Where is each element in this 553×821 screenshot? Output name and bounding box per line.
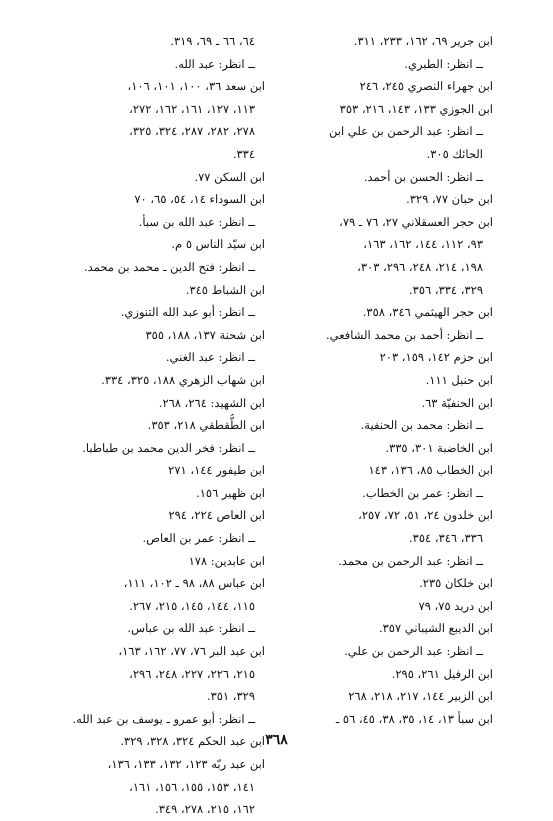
index-line: ــ انظر: الطبري. (404, 56, 483, 71)
index-line: ــ انظر: فخر الدين محمد بن طباطبا. (82, 440, 255, 455)
index-line: ٣٣٤. (232, 146, 255, 161)
index-line: ــ انظر: الحسن بن أحمد. (363, 169, 483, 184)
index-line: ابن خلكان ٢٣٥. (419, 576, 493, 591)
index-line: ابن حنبل ١١١. (425, 372, 493, 387)
index-line: ٣٣٦، ٣٤٦، ٣٥٤. (409, 531, 483, 546)
index-line: الحائك ٣٠٥. (426, 146, 483, 161)
index-line: ــ انظر: عبد الرحمن بن محمد. (338, 553, 483, 568)
index-line: ابن الجوزي ١٣٣، ١٤٣، ٢١٦، ٣٥٣ (339, 101, 493, 116)
index-line: ــ انظر: أبو عبد الله التنوزي. (120, 305, 255, 320)
index-line: ــ انظر: أبو عمرو ـ يوسف بن عبد الله. (72, 711, 255, 726)
index-line: ابن شهاب الزهري ١٨٨، ٣٢٥، ٣٣٤. (101, 372, 265, 387)
index-line: ــ انظر: محمد بن الحنفية. (360, 418, 483, 433)
index-line: ابن حجر العسقلاني ٢٧، ٧٦ ـ ٧٩، (339, 214, 493, 229)
index-line: ابن الديبع الشيباني ٣٥٧. (378, 621, 493, 636)
index-line: ابن شحنة ١٣٧، ١٨٨، ٣٥٥ (145, 327, 265, 342)
index-line: ابن دريد ٧٥، ٧٩ (418, 598, 493, 613)
index-line: ــ انظر: عبد الله بن عباس. (127, 621, 255, 636)
index-line: ــ انظر: عبد الله. (174, 56, 255, 71)
index-line: ابن عبد الحكم ٣٢٤، ٣٢٨، ٣٢٩. (120, 734, 265, 749)
index-line: ابن ظهير ١٥٦. (196, 485, 265, 500)
index-line: ٩٣، ١١٢، ١٤٤، ١٦٢، ١٦٣، (363, 237, 483, 252)
index-line: ابن الطُّقطقي ٢١٨، ٣٥٣. (147, 418, 265, 433)
index-line: ــ انظر: فتح الدين ـ محمد بن محمد. (84, 259, 255, 274)
index-line: ــ انظر: عبد الرحمن بن علي ابن (328, 124, 483, 139)
index-line: ابن الشهيد: ٢٦٤، ٢٦٨. (158, 395, 265, 410)
index-line: ابن السكن ٧٧. (194, 169, 265, 184)
index-line: ابن عبد ربّه ١٢٣، ١٣٢، ١٣٣، ١٣٦، (107, 757, 265, 771)
index-line: ابن العاص ٢٢٤، ٢٩٤ (168, 508, 265, 523)
index-line: ابن الزبير ١٤٤، ٢١٧، ٢١٨، ٢٦٨ (348, 689, 493, 704)
index-line: ــ انظر: عبد الغني. (165, 350, 255, 365)
index-line: ابن عبد البر ٧٦، ٧٧، ١٦٢، ١٦٣، (118, 644, 265, 659)
index-line: ابن الخاضبة ٣٠١، ٣٣٥. (385, 440, 493, 455)
index-column-left (37, 30, 265, 821)
index-line: ٢١٥، ٢٢٦، ٢٢٧، ٢٤٨، ٢٩٦، (129, 666, 255, 681)
index-line: ٢٧٨، ٢٨٢، ٢٨٧، ٣٢٤، ٣٢٥، (129, 124, 255, 139)
index-line: ٣٢٩، ٣٣٤، ٣٥٦. (409, 282, 483, 297)
index-line: ابن جهراء النصري ٢٤٥، ٢٤٦ (359, 79, 493, 94)
index-line: ابن حجر الهيثمي ٣٤٦، ٣٥٨. (362, 305, 493, 320)
index-line: ــ انظر: أحمد بن محمد الشافعي. (325, 327, 483, 342)
index-line: ٦٤، ٦٦ ـ ٦٩، ٣١٩. (170, 34, 255, 48)
index-line: ــ انظر: عبد الله بن سبأ. (138, 214, 255, 229)
index-line: ابن عباس ٨٨، ٩٨ ـ ١٠٢، ١١١، (123, 576, 265, 591)
index-line: ــ انظر: عمر بن العاص. (142, 531, 255, 546)
index-line: ابن جرير ٦٩، ١٦٢، ٢٣٣، ٣١١. (353, 34, 493, 48)
index-line: ٣٢٩، ٣٥١. (206, 689, 255, 704)
index-line: ابن الخطاب ٨٥، ١٣٦، ١٤٣ (368, 463, 493, 478)
index-column-right (268, 30, 493, 730)
index-line: ابن حزم ١٤٢، ١٥٩، ٢٠٣ (379, 350, 493, 365)
index-line: ١٦٢، ٢١٥، ٢٧٨، ٣٤٩. (155, 802, 255, 817)
index-line: ابن سيّد الناس ٥ م. (171, 237, 265, 252)
index-line: ــ انظر: عبد الرحمن بن علي. (344, 644, 483, 659)
index-line: ابن الرفيل ٢٦١، ٢٩٥. (391, 666, 493, 681)
index-line: ابن الحنفيّة ٦٣. (421, 395, 493, 410)
index-line: ١٩٨، ٢١٤، ٢٤٨، ٢٩٦، ٣٠٣، (357, 259, 483, 274)
index-line: ابن حبان ٧٧، ٣٢٩. (406, 192, 493, 207)
index-line: ــ انظر: عمر بن الخطاب. (362, 485, 483, 500)
index-line: ابن طيفور ١٤٤، ٢٧١ (168, 463, 265, 478)
page-number: ٣٦٨ (265, 732, 288, 748)
index-line: ابن سبأ ١٣، ١٤، ٣٥، ٣٨، ٤٥، ٥٦ ـ (335, 711, 493, 726)
index-line: ابن السوداء ١٤، ٥٤، ٦٥، ٧٠ (134, 192, 265, 207)
index-line: ١٤١، ١٥٣، ١٥٥، ١٥٦، ١٦١، (129, 779, 255, 794)
index-line: ١١٣، ١٢٧، ١٦١، ١٦٢، ٢٧٢، (129, 101, 255, 116)
index-line: ابن خلدون ٢٤، ٥١، ٧٢، ٢٥٧، (358, 508, 493, 523)
index-line: ابن عابدين: ١٧٨ (188, 553, 265, 568)
index-line: ١١٥، ١٤٤، ١٤٥، ٢١٥، ٢٦٧. (129, 598, 255, 613)
index-line: ابن الشباط ٣٤٥. (185, 282, 265, 297)
index-line: ابن سعد ٣٦، ١٠٠، ١٠١، ١٠٦، (127, 79, 265, 94)
